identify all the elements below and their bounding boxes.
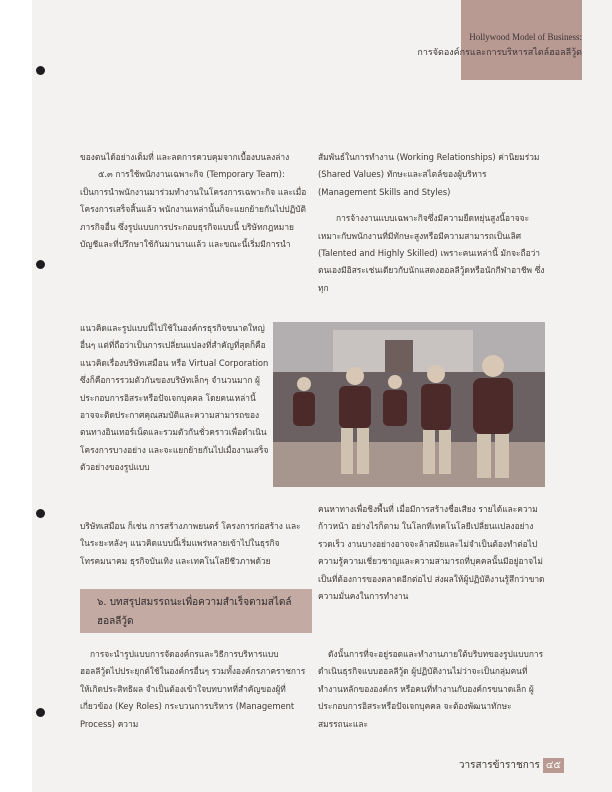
left-column-bottom: [80, 518, 308, 570]
paragraph: การจ้างงานแบบเฉพาะกิจซึ่งมีความยืดหยุ่นสูงนี้อาจจะเหมาะกับพนักงานที่มีทักษะสูงหรือมีความสามารถเป็นเลิศ (Talented and Highly Skilled) เพราะคนเหล่านี้ มักจะถือว่าตนเองมีอิสระเช่นเดียวกับนักแสดงฮอลลีวู้ดหรือนักกีฬาอาชีพ ซึ่งทุก: [318, 213, 545, 293]
punch-hole: [36, 509, 45, 518]
paragraph: แนวคิดและรูปแบบนี้ไปใช้ในองค์กรธุรกิจขนาดใหญ่อื่นๆ แต่ที่ถือว่าเป็นการเปลี่ยนแปลงที่สำคัญที่สุดก็คือแนวคิดเรื่องบริษัทเสมือน หรือ Virtual Corporation ซึ่งก็คือการรวมตัวกันของบริษัทเล็กๆ จำนวนมาก ผู้ประกอบการอิสระหรือปัจเจกบุคคล โดยคนเหล่านี้อาจจะติดประกาศคุณสมบัติและความสามารถของตนทางอินเทอร์เน็ตและรวมตัวกันชั่วคราวเพื่อดำเนินโครงการบางอย่าง และจะแยกย้ายกันไปเมื่องานเสร็จ ตัวอย่างของรูปแบบ: [80, 323, 269, 473]
paragraph: คนหาทางเพื่อชิงพื้นที่ เมื่อมีการสร้างชื่อเสียง รายได้และความก้าวหน้า อย่างไรก็ตาม ในโลกที่เทคโนโลยีเปลี่ยนแปลงอย่างรวดเร็ว งานบางอย่างอาจจะล้าสมัยและไม่จำเป็นต้องทำต่อไป ความรู้ความเชี่ยวชาญและความสามารถที่บุคคลนั้นมีอยู่อาจไม่เป็นที่ต้องการของตลาดอีกต่อไป ส่งผลให้ผู้ปฏิบัติงานรู้สึกว่าขาดความมั่นคงในการทำงาน: [318, 504, 545, 602]
right-column-middle: [318, 501, 546, 605]
left-column-final: [80, 646, 308, 733]
right-column-final: [318, 646, 546, 733]
paragraph: ของตนได้อย่างเต็มที่ และลดการควบคุมจากเบื้องบนลงล่าง: [80, 152, 290, 162]
punch-hole: [36, 708, 45, 717]
left-column-top: [80, 149, 308, 253]
paragraph: การจะนำรูปแบบการจัดองค์กรและวิธีการบริหารแบบฮอลลีวู้ดไปประยุกต์ใช้ในองค์กรอื่นๆ รวมทั้งองค์กรภาคราชการให้เกิดประสิทธิผล จำเป็นต้องเข้าใจบทบาทที่สำคัญของผู้ที่เกี่ยวข้อง (Key Roles) กระบวนการบริหาร (Management Process) ความ: [80, 649, 306, 729]
paragraph: ดังนั้นการที่จะอยู่รอดและทำงานภายใต้บริบทของรูปแบบการดำเนินธุรกิจแบบฮอลลีวู้ด ผู้ปฏิบัติงานไม่ว่าจะเป็นกลุ่มคนที่ทำงานหลักขององค์กร หรือคนที่ทำงานกับองค์กรขนาดเล็ก ผู้ประกอบการอิสระหรือปัจเจกบุคคล จะต้องพัฒนาทักษะ สมรรถนะและ: [318, 649, 544, 729]
paragraph: สัมพันธ์ในการทำงาน (Working Relationships) ค่านิยมร่วม (Shared Values) ทักษะและสไตล์ของผู้บริหาร (Management Skills and Styles): [318, 152, 540, 197]
page-number: ๔๕: [543, 758, 564, 773]
running-header-subtitle: การจัดองค์กรและการบริหารสไตล์ฮอลลีวู้ด: [417, 48, 582, 58]
paragraph: ๕.๓ การใช้พนักงานเฉพาะกิจ (Temporary Team): เป็นการนำพนักงานมาร่วมทำงานในโครงการเฉพาะกิจ และเมื่อโครงการเสร็จสิ้นแล้ว พนักงานเหล่านั้นก็จะแยกย้ายกันไปปฏิบัติภารกิจอื่น ซึ่งรูปแบบการประกอบธุรกิจแบบนี้ บริษัทกฎหมาย บัญชีและที่ปรึกษาใช้กันมานานแล้ว และขณะนี้เริ่มมีการนำ: [80, 169, 307, 250]
group-photo: [273, 322, 545, 487]
page-footer: [459, 758, 564, 773]
punch-hole: [36, 66, 45, 75]
page-margin: [0, 0, 32, 792]
journal-name: วารสารข้าราชการ: [458, 760, 540, 771]
section-heading: ๖. บทสรุปสมรรถนะเพื่อความสำเร็จตามสไตล์ฮอลลีวู้ด: [97, 597, 292, 627]
right-column-top: [318, 149, 546, 297]
punch-hole: [36, 260, 45, 269]
left-column-wrap: [80, 320, 270, 477]
running-header-title: Hollywood Model of Business:: [469, 32, 582, 42]
paragraph: บริษัทเสมือน ก็เช่น การสร้างภาพยนตร์ โครงการก่อสร้าง และในระยะหลังๆ แนวคิดแบบนี้เริ่มแพร่หลายเข้าไปในธุรกิจโทรคมนาคม ธุรกิจบันเทิง และเทคโนโลยีชีวภาพด้วย: [80, 521, 301, 566]
photo-illustration: [273, 322, 545, 487]
